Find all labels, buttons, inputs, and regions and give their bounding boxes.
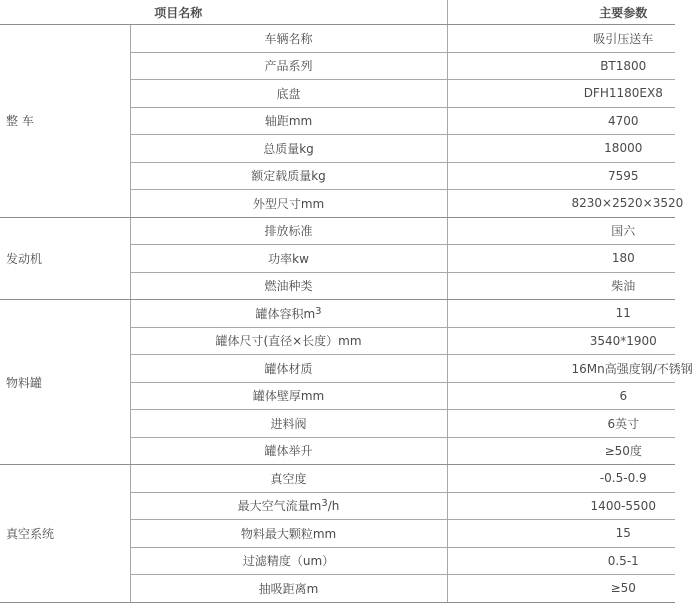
superscript-3: 3: [315, 305, 322, 317]
category-cell: 发动机: [0, 217, 130, 300]
item-label-cell: 总质量kg: [130, 135, 447, 163]
item-label-cell: 罐体壁厚mm: [130, 382, 447, 410]
item-label-cell: 外型尺寸mm: [130, 190, 447, 218]
item-label-cell: 罐体容积$m^3$: [130, 300, 447, 328]
value-cell: 4700: [447, 107, 675, 135]
value-cell: 1400-5500: [447, 492, 675, 520]
category-cell: 物料罐: [0, 300, 130, 465]
item-label-cell: 功率kw: [130, 245, 447, 273]
value-cell: 6: [447, 382, 675, 410]
item-label-cell: 产品系列: [130, 52, 447, 80]
value-cell: 11: [447, 300, 675, 328]
value-cell: 16Mn高强度钢/不锈钢: [447, 355, 675, 383]
value-cell: DFH1180EX8: [447, 80, 675, 108]
value-cell: 15: [447, 520, 675, 548]
value-cell: ≥50度: [447, 437, 675, 465]
table-row: [0, 465, 675, 493]
value-cell: 6英寸: [447, 410, 675, 438]
table-row: [0, 300, 675, 328]
value-cell: 7595: [447, 162, 675, 190]
item-label-cell: 底盘: [130, 80, 447, 108]
value-cell: 国六: [447, 217, 675, 245]
value-cell: 吸引压送车: [447, 25, 675, 53]
value-cell: 0.5-1: [447, 547, 675, 575]
item-label-cell: 罐体尺寸(直径×长度）mm: [130, 327, 447, 355]
superscript-3: 3: [321, 498, 328, 510]
spec-table-body: [0, 25, 693, 603]
table-row: [0, 25, 675, 53]
item-label-cell: 额定载质量kg: [130, 162, 447, 190]
header-project-name: 项目名称: [0, 0, 447, 25]
table-row: [0, 217, 675, 245]
item-label-cell: 罐体举升: [130, 437, 447, 465]
item-label-cell: 物料最大颗粒mm: [130, 520, 447, 548]
value-cell: 8230×2520×3520: [447, 190, 675, 218]
category-cell: 真空系统: [0, 465, 130, 603]
item-label-cell: 车辆名称: [130, 25, 447, 53]
header-main-parameters: 主要参数: [447, 0, 675, 25]
value-cell: 柴油: [447, 272, 675, 300]
value-cell: 3540*1900: [447, 327, 675, 355]
value-cell: 180: [447, 245, 675, 273]
item-label-cell: 最大空气流量$m^3/h$: [130, 492, 447, 520]
value-cell: 18000: [447, 135, 675, 163]
item-label-cell: 排放标准: [130, 217, 447, 245]
item-label-cell: 罐体材质: [130, 355, 447, 383]
value-cell: -0.5-0.9: [447, 465, 675, 493]
value-cell: ≥50: [447, 575, 675, 603]
item-label-cell: 燃油种类: [130, 272, 447, 300]
table-header-row: [0, 0, 675, 25]
item-label-cell: 过滤精度（um）: [130, 547, 447, 575]
category-cell: 整 车: [0, 25, 130, 218]
item-label-cell: 进料阀: [130, 410, 447, 438]
value-cell: BT1800: [447, 52, 675, 80]
item-label-cell: 抽吸距离m: [130, 575, 447, 603]
item-label-cell: 轴距mm: [130, 107, 447, 135]
item-label-cell: 真空度: [130, 465, 447, 493]
